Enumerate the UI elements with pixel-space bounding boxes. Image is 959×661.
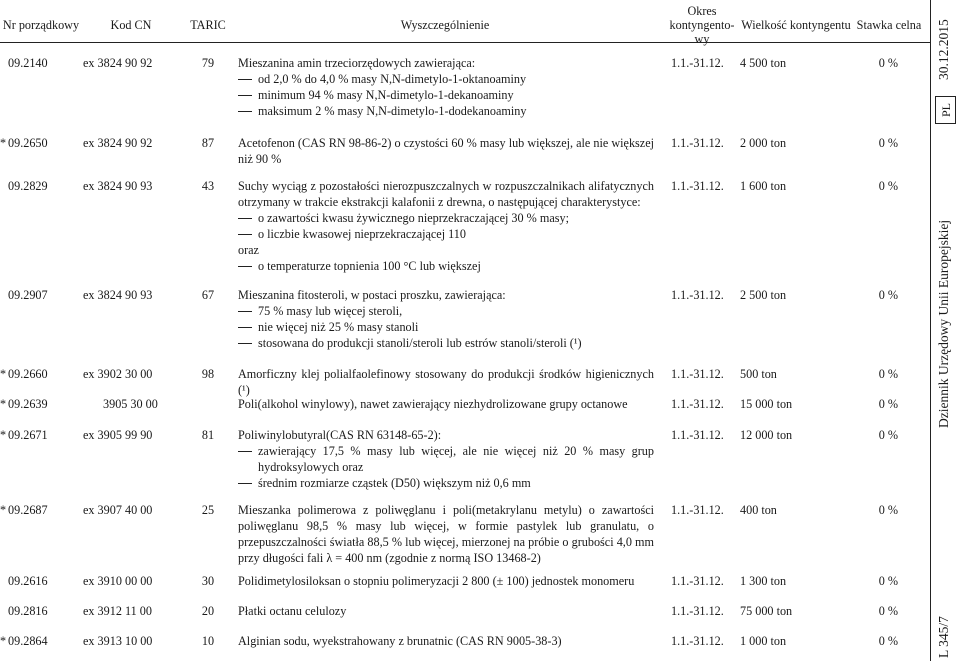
- row-description: Płatki octanu celulozy: [238, 604, 347, 618]
- row-okres: 1.1.-31.12.: [671, 574, 724, 588]
- row-taric: 20: [201, 604, 215, 618]
- row-kod: ex 3902 30 00: [83, 367, 153, 381]
- row-wielkosc: 75 000 ton: [740, 604, 793, 618]
- dash-mark: [238, 451, 252, 475]
- document-page: Nr porządkowy Kod CN TARIC Wyszczególnienie Okres kontyngento- wy Wielkość kontyngentu Stawka celna 09.2140 ex 3824 90 92 79 Mieszanina amin trzeciorzędowych zawierająca: od 2,0 % do 4,0 % masy N,N-dimetylo-1-oktanoaminy minimum 94 % masy N,N-dimetylo-1-dekanoaminy maksimum 2 % masy N,N-dimetylo-1-dodekanoaminy 1.1.-31.12. 4 500 ton 0 % * 09.2650 ex 3824 90 92 87 Acetofenon (CAS RN 98-86-2) o czystości 60 % masy lub większej, ale nie większej niż 90 % 1.1.-31.12. 2 000 ton 0 % 09.2829 ex 3824 90 93 43 Suchy wyciąg z pozostałości nierozpuszczalnych w rozpuszczalnikach alifatycznych otrzymany w trakcie ekstrakcji kalafonii z drewna, o następującej charakterystyce: o zawartości kwasu żywicznego nieprzekraczającej 30 % masy; o liczbie kwasowej nieprzekraczającej 110 oraz o temperaturze topnienia 100 °C lub większej 1.1.-31.12. 1 600 ton 0 % 09.2907 ex 3824 90 93 67 Mieszanina fitosteroli, w postaci proszku, zawierająca: 75 % masy lub więcej steroli, nie więcej niż 25 % masy stanoli stosowana do produkcji stanoli/steroli lub estrów stanoli/steroli (¹) 1.1.-31.12. 2 500 ton 0 % * 09.2660 ex 3902 30 00 98 Amorficzny klej polialfaolefinowy stosowany do produkcji środków higienicznych (¹) 1.1.-31.12. 500 ton 0 % * 09.2639 3905 30 00 Poli(alkohol winylowy), nawet zawierający niezhydrolizowane grupy octanowe 1.1.-31.12. 15 000 ton 0 % * 09.2671 ex 3905 99 90 81 Poliwinylobutyral(CAS RN 63148-65-2): zawierający 17,5 % masy lub więcej, ale nie więcej niż 20 % masy grup hydroksylowych oraz średnim rozmiarze cząstek (D50) większym niż 0,6 mm 1.1.-31.12. 12 000 ton 0 % * 09.2687 ex 3907 40 00 25 Mieszanka polimerowa z poliwęglanu i poli(metakrylanu metylu) o zawartości poliwęglanu 98,5 % masy lub więcej, w formie pastylek lub granulatu, o przepuszczalności światła 88,5 % lub więcej, mierzonej na próbie o grubości 4,0 mm przy długości fali λ = 400 nm (zgodnie z normą ISO 13468-2) 1.1.-31.12. 400 ton 0 % 09.2616 ex 3910 00 00 30 Polidimetylosiloksan o stopniu polimeryzacji 2 800 (± 100) jednostek monomeru 1.1.-31.12. 1 300 ton 0 % 09.2816 ex 3912 11 00 20 Płatki octanu celulozy 1.1.-31.12. 75 000 ton 0 % * 09.2864 ex 3913 10 00 10 Alginian sodu, wyekstrahowany z brunatnic (CAS RN 9005-38-3) 1.1.-31.12. 1 000 ton 0 %: [0, 0, 930, 661]
- row-taric: 87: [201, 136, 215, 150]
- row-stawka: 0 %: [878, 574, 898, 588]
- header-okres: Okres kontyngento- wy: [669, 4, 735, 46]
- header-kod: Kod CN: [110, 18, 152, 32]
- row-okres: 1.1.-31.12.: [671, 397, 724, 411]
- row-nr: 09.2650: [8, 136, 48, 150]
- row-description: Mieszanina fitosteroli, w postaci proszku, zawierająca: 75 % masy lub więcej steroli, nie więcej niż 25 % masy stanoli stosowana do produkcji stanoli/steroli lub estrów stanoli/steroli (¹): [238, 288, 582, 350]
- header-wielkosc: Wielkość kontyngentu: [741, 18, 851, 32]
- row-taric: 67: [201, 288, 215, 302]
- row-wielkosc: 2 000 ton: [740, 136, 787, 150]
- row-description: Mieszanka polimerowa z poliwęglanu i poli(metakrylanu metylu) o zawartości poliwęglanu 98,5 % masy lub więcej, w formie pastylek lub granulatu, o przepuszczalności światła 88,5 % lub więcej, mierzonej na próbie o grubości 4,0 mm przy długości fali λ = 400 nm (zgodnie z normą ISO 13468-2): [238, 503, 654, 565]
- row-stawka: 0 %: [878, 503, 898, 517]
- row-okres: 1.1.-31.12.: [671, 428, 724, 442]
- journal-sidebar: [930, 0, 959, 661]
- dash-mark: [238, 343, 252, 351]
- row-description: Acetofenon (CAS RN 98-86-2) o czystości 60 % masy lub większej, ale nie większej niż 90 %: [238, 136, 654, 166]
- row-nr: 09.2140: [8, 56, 48, 70]
- row-stawka: 0 %: [878, 428, 898, 442]
- row-description: Suchy wyciąg z pozostałości nierozpuszczalnych w rozpuszczalnikach alifatycznych otrzymany w trakcie ekstrakcji kalafonii z drewna, o następującej charakterystyce: o zawartości kwasu żywicznego nieprzekraczającej 30 % masy; o liczbie kwasowej nieprzekraczającej 110 oraz o temperaturze topnienia 100 °C lub większej: [238, 179, 654, 273]
- row-kod: ex 3910 00 00: [83, 574, 153, 588]
- dash-mark: [238, 483, 252, 491]
- dash-mark: [238, 327, 252, 335]
- row-stawka: 0 %: [878, 397, 898, 411]
- row-kod: ex 3824 90 92: [83, 56, 153, 70]
- row-wielkosc: 500 ton: [740, 367, 777, 381]
- row-description: Mieszanina amin trzeciorzędowych zawierająca: od 2,0 % do 4,0 % masy N,N-dimetylo-1-oktanoaminy minimum 94 % masy N,N-dimetylo-1-dekanoaminy maksimum 2 % masy N,N-dimetylo-1-dodekanoaminy: [238, 56, 527, 118]
- language-label: PL: [939, 102, 953, 117]
- row-wielkosc: 15 000 ton: [740, 397, 793, 411]
- row-okres: 1.1.-31.12.: [671, 604, 724, 618]
- row-kod: ex 3824 90 93: [83, 288, 153, 302]
- header-taric: TARIC: [190, 18, 226, 32]
- row-kod: ex 3824 90 92: [83, 136, 153, 150]
- row-taric: 10: [201, 634, 215, 648]
- row-nr: 09.2829: [8, 179, 48, 193]
- row-kod: ex 3905 99 90: [83, 428, 153, 442]
- row-wielkosc: 1 300 ton: [740, 574, 787, 588]
- row-taric: 98: [201, 367, 215, 381]
- row-nr: 09.2616: [8, 574, 48, 588]
- row-taric: 30: [201, 574, 215, 588]
- row-stawka: 0 %: [878, 56, 898, 70]
- row-wielkosc: 400 ton: [740, 503, 777, 517]
- row-stawka: 0 %: [878, 288, 898, 302]
- dash-mark: [238, 79, 252, 87]
- row-description: Poliwinylobutyral(CAS RN 63148-65-2): zawierający 17,5 % masy lub więcej, ale nie więcej niż 20 % masy grup hydroksylowych oraz średnim rozmiarze cząstek (D50) większym niż 0,6 mm: [238, 428, 654, 490]
- page-number: L 345/7: [936, 616, 951, 658]
- row-kod: ex 3913 10 00: [83, 634, 153, 648]
- row-wielkosc: 1 000 ton: [740, 634, 787, 648]
- language-badge: [935, 96, 956, 124]
- row-okres: 1.1.-31.12.: [671, 179, 724, 193]
- row-description: Polidimetylosiloksan o stopniu polimeryzacji 2 800 (± 100) jednostek monomeru: [238, 574, 635, 588]
- row-description: Alginian sodu, wyekstrahowany z brunatnic (CAS RN 9005-38-3): [238, 634, 562, 648]
- row-stawka: 0 %: [878, 179, 898, 193]
- row-kod: 3905 30 00: [103, 397, 158, 411]
- row-wielkosc: 4 500 ton: [740, 56, 787, 70]
- sidebar-date: 30.12.2015: [936, 19, 951, 80]
- row-nr: 09.2687: [8, 503, 48, 517]
- row-description: Poli(alkohol winylowy), nawet zawierający niezhydrolizowane grupy octanowe: [238, 397, 628, 411]
- table-header: [0, 0, 930, 46]
- row-nr: 09.2671: [8, 428, 48, 442]
- row-stawka: 0 %: [878, 367, 898, 381]
- row-wielkosc: 2 500 ton: [740, 288, 787, 302]
- row-taric: 25: [201, 503, 215, 517]
- dash-mark: [238, 266, 252, 274]
- header-stawka: Stawka celna: [856, 18, 922, 32]
- row-okres: 1.1.-31.12.: [671, 288, 724, 302]
- row-nr: 09.2907: [8, 288, 48, 302]
- row-stawka: 0 %: [878, 634, 898, 648]
- dash-mark: [238, 234, 252, 242]
- header-opis: Wyszczególnienie: [400, 18, 490, 32]
- dash-mark: [238, 95, 252, 103]
- row-nr: 09.2864: [8, 634, 48, 648]
- dash-mark: [238, 218, 252, 226]
- row-kod: ex 3824 90 93: [83, 179, 153, 193]
- row-wielkosc: 12 000 ton: [740, 428, 793, 442]
- row-nr: 09.2816: [8, 604, 48, 618]
- row-okres: 1.1.-31.12.: [671, 367, 724, 381]
- row-taric: 81: [201, 428, 215, 442]
- dash-mark: [238, 311, 252, 319]
- header-nr: Nr porządkowy: [2, 18, 80, 32]
- row-description: Amorficzny klej polialfaolefinowy stosowany do produkcji środków higienicznych (¹): [238, 367, 654, 397]
- row-taric: 43: [201, 179, 215, 193]
- row-stawka: 0 %: [878, 604, 898, 618]
- journal-title: Dziennik Urzędowy Unii Europejskiej: [936, 219, 951, 428]
- row-okres: 1.1.-31.12.: [671, 136, 724, 150]
- row-okres: 1.1.-31.12.: [671, 503, 724, 517]
- row-kod: ex 3907 40 00: [83, 503, 153, 517]
- row-stawka: 0 %: [878, 136, 898, 150]
- dash-mark: [238, 111, 252, 119]
- row-nr: 09.2660: [8, 367, 48, 381]
- row-okres: 1.1.-31.12.: [671, 634, 724, 648]
- row-okres: 1.1.-31.12.: [671, 56, 724, 70]
- row-kod: ex 3912 11 00: [83, 604, 152, 618]
- header-rule: [0, 42, 930, 43]
- row-nr: 09.2639: [8, 397, 48, 411]
- row-wielkosc: 1 600 ton: [740, 179, 787, 193]
- row-taric: 79: [201, 56, 215, 70]
